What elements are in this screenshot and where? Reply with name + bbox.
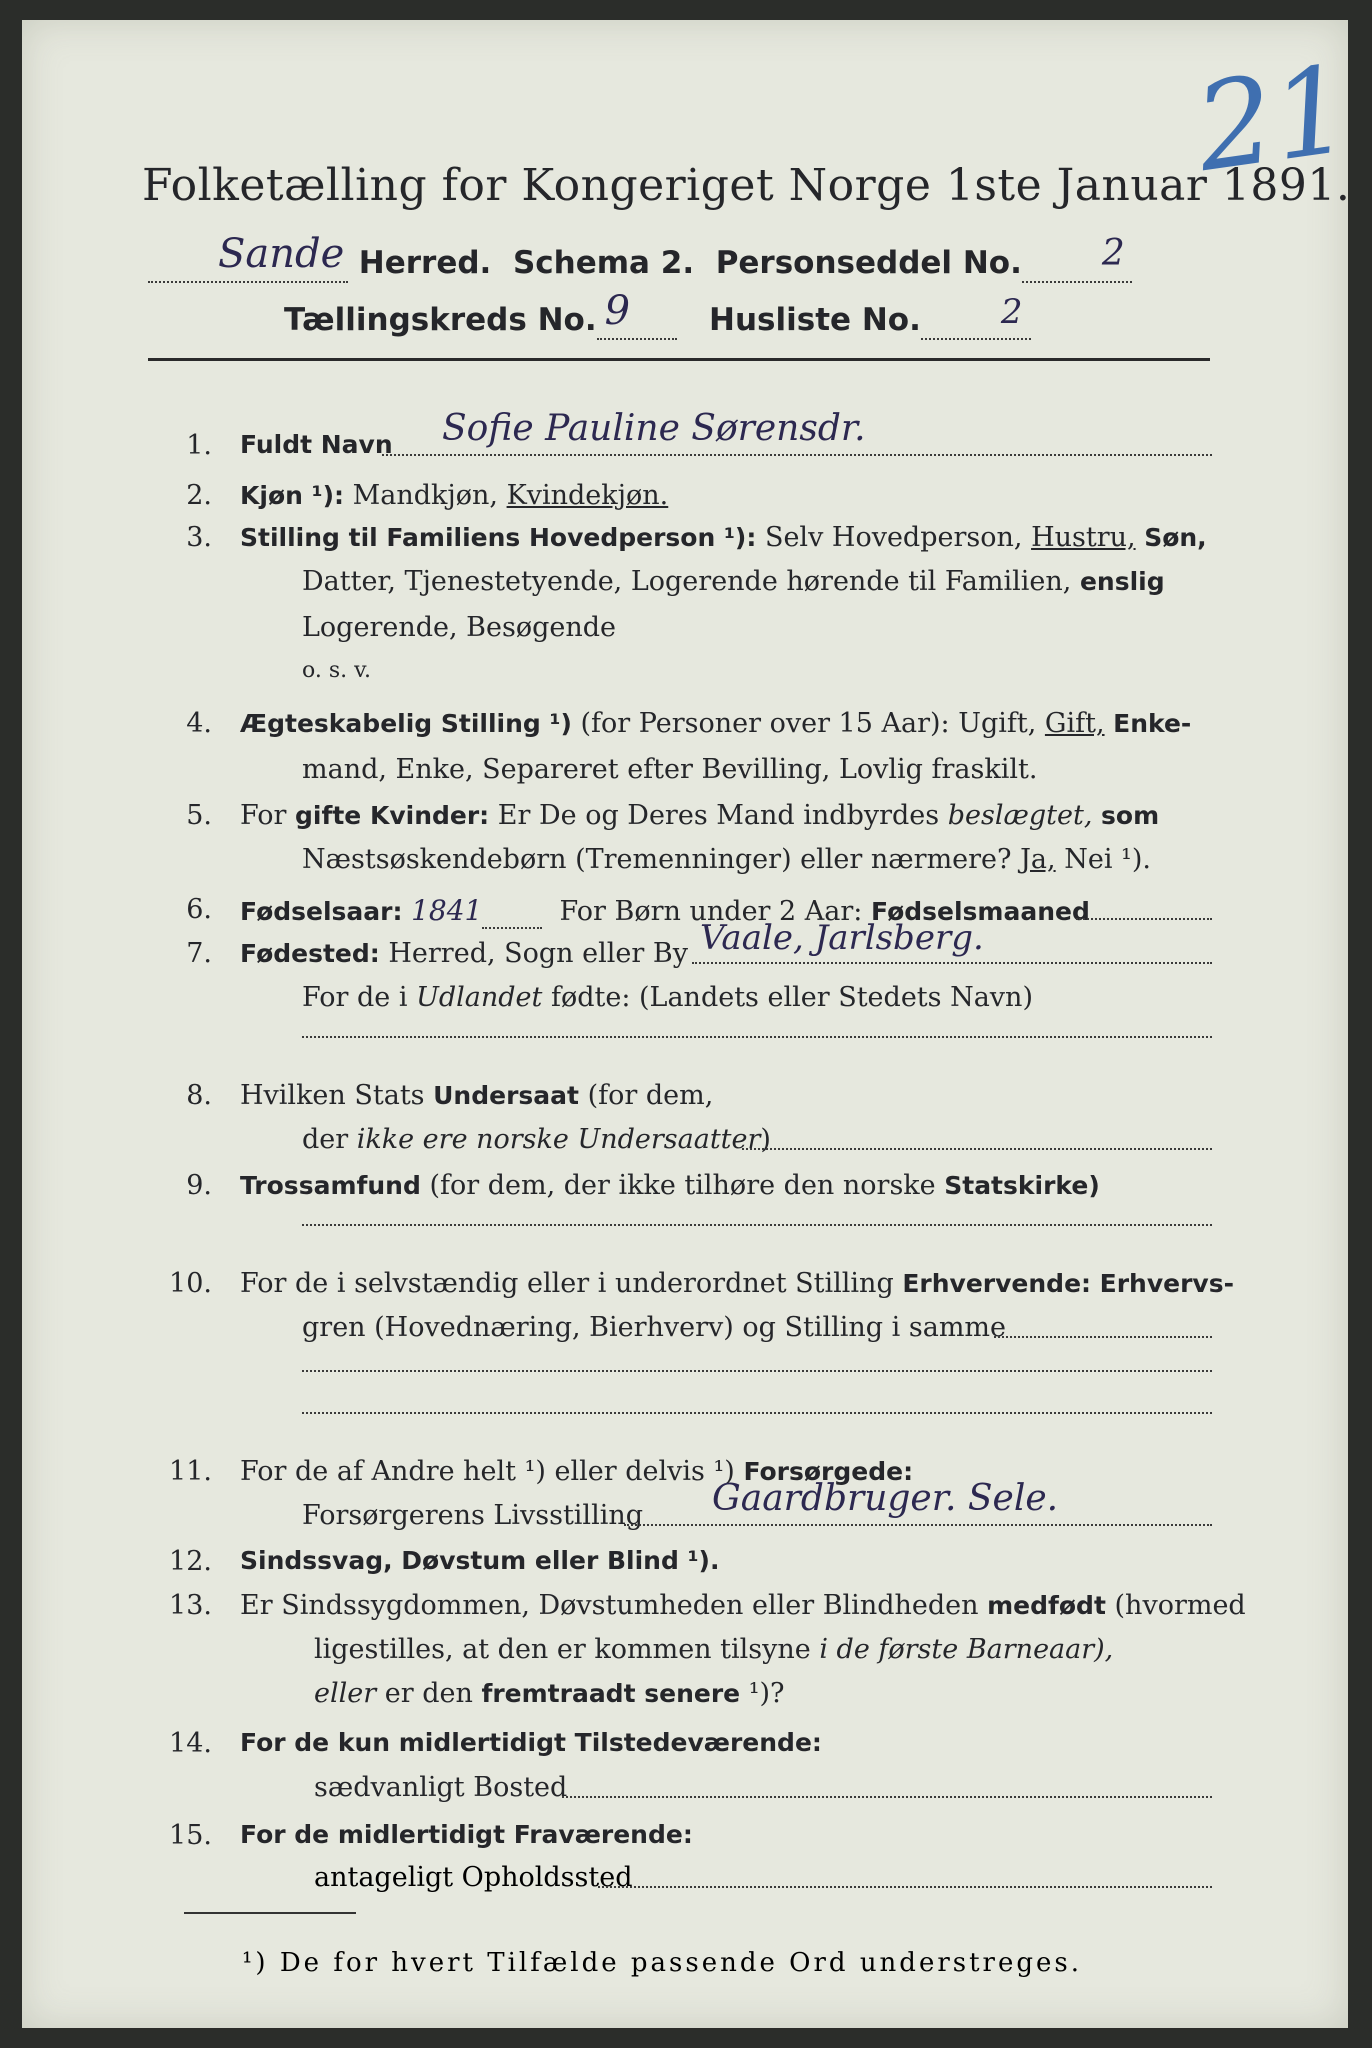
item-text-part: som	[1101, 801, 1160, 830]
full-name-value: Sofie Pauline Sørensdr.	[442, 408, 866, 449]
option-text: Enke-	[1113, 709, 1192, 738]
taellingskreds-line	[284, 288, 1031, 340]
item-text: Forsørgerens Livsstilling	[302, 1500, 644, 1531]
dotted-leader	[302, 1412, 1212, 1414]
item-text-part: eller	[314, 1678, 377, 1709]
item-text-part: ¹)?	[748, 1678, 785, 1709]
dotted-leader	[382, 454, 1212, 456]
item-text-part: For Børn under 2 Aar:	[559, 896, 863, 927]
item-text: o. s. v.	[302, 658, 371, 683]
dotted-leader	[1076, 918, 1212, 920]
item-text-part: der	[302, 1124, 349, 1155]
herred-field	[148, 231, 348, 283]
item-text	[240, 480, 668, 511]
personseddel-value: 2	[1101, 233, 1125, 274]
personseddel-label: Personseddel No.	[715, 245, 1022, 281]
husliste-label: Husliste No.	[709, 302, 921, 338]
option-underlined: Kvindekjøn.	[506, 480, 669, 511]
item-text-part: Herred, Sogn eller By	[388, 938, 688, 969]
item-number: 12.	[169, 1546, 212, 1577]
dotted-leader	[692, 962, 1212, 964]
item-number: 2.	[186, 480, 212, 511]
option-text: Datter, Tjenestetyende, Logerende hørende til Familien,	[302, 566, 1072, 597]
item-text: sædvanligt Bosted	[314, 1772, 568, 1803]
item-text: mand, Enke, Separeret efter Bevilling, Lovlig fraskilt.	[302, 754, 1038, 785]
herred-label: Herred.	[358, 245, 492, 281]
item-text-part: For de i	[302, 982, 408, 1013]
item-label: Stilling til Familiens Hovedperson ¹):	[240, 523, 757, 552]
option-underlined: Hustru,	[1031, 522, 1136, 553]
item-text-part: Statskirke)	[944, 1171, 1100, 1200]
item-number: 14.	[169, 1728, 212, 1759]
item-number: 15.	[169, 1820, 212, 1851]
item-text	[240, 522, 1207, 553]
item-number: 6.	[186, 894, 212, 925]
item-label: For de midlertidigt Fraværende:	[240, 1820, 693, 1849]
item-text-part: fødte: (Landets eller Stedets Navn)	[550, 982, 1033, 1013]
option-underlined: Ja,	[1020, 844, 1056, 875]
item-text	[240, 1080, 713, 1111]
taellingskreds-label: Tællingskreds No.	[284, 302, 597, 338]
item-text	[240, 938, 688, 969]
item-text-part: For	[240, 800, 287, 831]
item-number: 7.	[186, 938, 212, 969]
schema-label: Schema 2.	[512, 245, 695, 281]
birth-year-value: 1841	[411, 894, 483, 927]
item-label: Forsørgede:	[743, 1457, 914, 1486]
husliste-field	[921, 292, 1031, 340]
dotted-leader	[598, 1886, 1212, 1888]
item-text-part: )	[760, 1124, 771, 1155]
item-number: 8.	[186, 1080, 212, 1111]
dotted-leader	[994, 1336, 1212, 1338]
taellingskreds-value: 9	[604, 288, 631, 334]
item-text-part: (hvormed	[1114, 1590, 1246, 1621]
item-label: Trossamfund	[240, 1171, 421, 1200]
item-label: Undersaat	[433, 1081, 579, 1110]
item-text	[240, 708, 1191, 739]
option-text: Selv Hovedperson,	[764, 522, 1023, 553]
item-number: 9.	[186, 1170, 212, 1201]
item-number: 1.	[186, 430, 212, 461]
item-text: gren (Hovednæring, Bierhverv) og Stilling i samme	[302, 1312, 1007, 1343]
item-label: Sindssvag, Døvstum eller Blind ¹).	[240, 1546, 720, 1575]
item-text	[302, 1124, 771, 1155]
dotted-leader	[624, 1524, 1212, 1526]
taellingskreds-field	[597, 288, 677, 340]
item-number: 11.	[169, 1456, 212, 1487]
herred-line	[148, 231, 1132, 283]
option-text: (for Personer over 15 Aar): Ugift,	[580, 708, 1037, 739]
item-text	[314, 1634, 1113, 1665]
item-label: gifte Kvinder:	[295, 801, 490, 830]
birthplace-value: Vaale, Jarlsberg.	[700, 918, 984, 958]
item-label: Ægteskabelig Stilling ¹)	[240, 709, 572, 738]
item-text-part: Udlandet	[416, 982, 543, 1013]
item-text	[314, 1678, 785, 1709]
item-text	[302, 844, 1151, 875]
item-label: Erhvervende:	[902, 1269, 1092, 1298]
page-title: Folketælling for Kongeriget Norge 1ste Januar 1891.	[142, 160, 1351, 211]
item-text-part: ligestilles, at den er kommen tilsyne	[314, 1634, 811, 1665]
item-label: medfødt	[987, 1591, 1106, 1620]
item-text	[240, 800, 1159, 831]
husliste-value: 2	[1000, 292, 1023, 332]
item-text-part: Er Sindssygdommen, Døvstumheden eller Blindheden	[240, 1590, 979, 1621]
census-form	[22, 20, 1359, 2028]
item-text-part: beslægtet,	[947, 800, 1093, 831]
item-label: Fødselsmaaned	[871, 897, 1090, 926]
item-text	[240, 1170, 1100, 1201]
item-label: For de kun midlertidigt Tilstedeværende:	[240, 1728, 822, 1757]
dotted-leader	[302, 1036, 1212, 1038]
corner-number: 21	[1188, 40, 1359, 199]
footnote-divider	[184, 1912, 356, 1914]
item-text-part: ikke ere norske Undersaatter	[356, 1124, 761, 1155]
option-text: Mandkjøn,	[352, 480, 498, 511]
personseddel-field	[1022, 233, 1132, 283]
dotted-leader	[742, 1148, 1212, 1150]
option-text: Søn,	[1144, 523, 1207, 552]
item-text	[302, 566, 1165, 597]
item-number: 13.	[169, 1590, 212, 1621]
item-text-part: Hvilken Stats	[240, 1080, 425, 1111]
dotted-leader	[482, 896, 542, 929]
item-text	[302, 982, 1033, 1013]
item-text-part: Næstsøskendebørn (Tremenninger) eller nærmere?	[302, 844, 1012, 875]
item-text-part: For de af Andre helt ¹) eller delvis ¹)	[240, 1456, 735, 1487]
item-label: fremtraadt senere	[481, 1679, 741, 1708]
item-label: Fødested:	[240, 939, 380, 968]
item-text: Logerende, Besøgende	[302, 612, 616, 643]
item-number: 5.	[186, 800, 212, 831]
item-label: Fuldt Navn	[240, 430, 393, 459]
item-text-part: i de første Barneaar),	[819, 1634, 1114, 1665]
item-text	[240, 1268, 1234, 1299]
dotted-leader	[562, 1796, 1212, 1798]
item-text-part: (for dem,	[587, 1080, 714, 1111]
provider-occupation-value: Gaardbruger. Sele.	[712, 1478, 1059, 1519]
option-text: enslig	[1079, 567, 1165, 596]
header-divider	[148, 358, 1210, 361]
item-text-part: Erhvervs-	[1099, 1269, 1234, 1298]
item-number: 10.	[169, 1268, 212, 1299]
item-text-part: For de i selvstændig eller i underordnet Stilling	[240, 1268, 894, 1299]
item-text: antageligt Opholdssted	[314, 1862, 633, 1893]
dotted-leader	[302, 1370, 1212, 1372]
item-number: 3.	[186, 522, 212, 553]
herred-value: Sande	[218, 231, 345, 277]
option-text: Nei ¹).	[1064, 844, 1151, 875]
item-text-part: (for dem, der ikke tilhøre den norske	[429, 1170, 936, 1201]
option-underlined: Gift,	[1044, 708, 1105, 739]
item-label: Fødselsaar:	[240, 897, 403, 926]
item-text-part: Er De og Deres Mand indbyrdes	[497, 800, 940, 831]
dotted-leader	[302, 1224, 1212, 1226]
item-number: 4.	[186, 708, 212, 739]
item-text-part: er den	[384, 1678, 473, 1709]
footnote: ¹) De for hvert Tilfælde passende Ord understreges.	[242, 1948, 1083, 1978]
item-text	[240, 1590, 1246, 1621]
item-label: Kjøn ¹):	[240, 481, 344, 510]
